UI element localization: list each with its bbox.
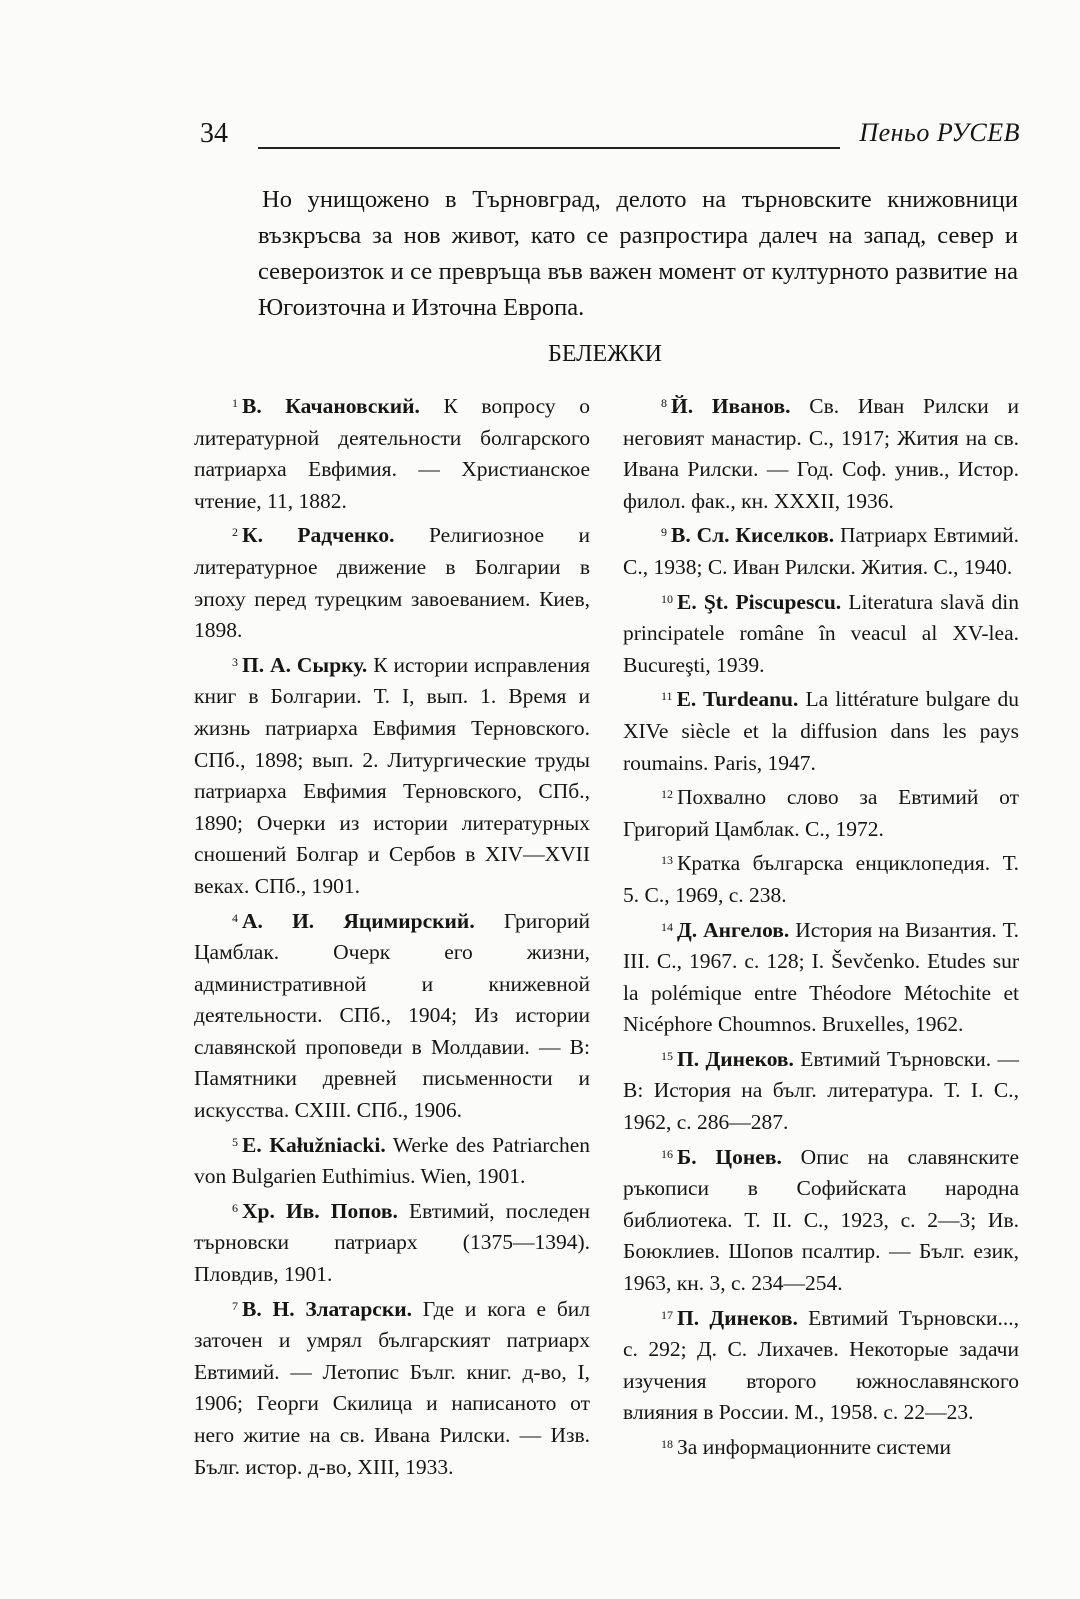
- notes-column-left: [194, 388, 590, 1483]
- footnote-number: 13: [661, 853, 673, 868]
- footnote-author: Д. Ангелов.: [677, 917, 790, 942]
- footnote-author: П. А. Сырку.: [242, 652, 368, 677]
- footnote-number: 10: [661, 591, 673, 606]
- footnote: [623, 845, 1019, 911]
- footnote-text: К истории исправления книг в Болгарии. Т. I, вып. 1. Время и жизнь патриарха Евфимия Терновского. СПб., 1898; вып. 2. Литургические труды патриарха Евфимия Терновского, СПб., 1890; Очерки из истории литературных сношений Болгар и Сербов в XIV—XVII веках. СПб., 1901.: [194, 652, 590, 898]
- footnote-number: 12: [661, 787, 673, 802]
- footnote-text: За информационните системи: [677, 1435, 952, 1459]
- footnote-number: 7: [232, 1298, 238, 1313]
- footnote-number: 17: [661, 1307, 673, 1322]
- footnote-number: 2: [232, 525, 238, 540]
- footnote-text: Св. Иван Рилски и неговият манастир. С., 1917; Жития на св. Ивана Рилски. — Год. Соф. унив., Истор. филол. фак., кн. XXXII, 1936.: [623, 394, 1019, 513]
- footnote-author: E. Şt. Piscupescu.: [677, 589, 842, 614]
- footnote-author: П. Динеков.: [677, 1305, 798, 1330]
- footnote-text: Werke des Patriarchen von Bulgarien Euthimius. Wien, 1901.: [194, 1132, 590, 1189]
- footnote-number: 14: [661, 919, 673, 934]
- footnote-text: К вопросу о литературной деятельности болгарского патриарха Евфимия. — Христианское чтение, 11, 1882.: [194, 394, 590, 513]
- footnote: [194, 903, 590, 1127]
- footnote-author: Й. Иванов.: [671, 394, 791, 418]
- footnote: [623, 584, 1019, 682]
- footnote-text: La littérature bulgare du XIVe siècle et la diffusion dans les pays roumains. Paris, 1947.: [623, 687, 1020, 775]
- footnote-number: 16: [661, 1146, 673, 1161]
- footnote: [623, 388, 1019, 517]
- footnote-text: Патриарх Евтимий. С., 1938; С. Иван Рилски. Жития. С., 1940.: [623, 523, 1019, 579]
- notes-heading: БЕЛЕЖКИ: [548, 341, 662, 367]
- footnote: [194, 647, 590, 903]
- footnote-number: 1: [232, 396, 238, 410]
- running-author: Пеньо РУСЕВ: [859, 118, 1020, 147]
- footnote-number: 3: [232, 654, 238, 669]
- footnote: [623, 1041, 1019, 1139]
- footnote-author: П. Динеков.: [677, 1046, 794, 1071]
- footnote-text: Кратка българска енциклопедия. Т. 5. С., 1969, с. 238.: [623, 851, 1019, 907]
- header-rule: [258, 147, 840, 149]
- intro-paragraph: Но унищожено в Търновград, делото на търновските книжовници възкръсва за нов живот, като се разпростира далеч на запад, север и североизток и се превръща във важен момент от културното развитие на Югоизточна и Източна Европа.: [258, 186, 1018, 321]
- footnote: [194, 1127, 590, 1193]
- footnote-text: Религиозное и литературное движение в Болгарии в эпоху перед турецким завоеванием. Киев, 1898.: [194, 523, 590, 643]
- footnote-author: В. Н. Златарски.: [242, 1296, 412, 1321]
- footnote-author: К. Радченко.: [242, 523, 395, 548]
- footnote: [194, 1291, 590, 1484]
- footnote-author: E. Turdeanu.: [676, 687, 799, 712]
- footnote-number: 11: [661, 689, 673, 704]
- footnote-text: Опис на славянските ръкописи в Софийската народна библиотека. Т. II. С., 1923, с. 2—3; Ив. Боюклиев. Шопов псалтир. — Бълг. език, 1963, кн. 3, с. 234—254.: [623, 1144, 1019, 1296]
- footnote-author: E. Kałužniacki.: [242, 1132, 386, 1157]
- footnote-text: Евтимий Търновски..., с. 292; Д. С. Лихачев. Некоторые задачи изучения второго южнославянского влияния в России. М., 1958. с. 22—23.: [623, 1305, 1019, 1425]
- footnote-author: В. Сл. Киселков.: [671, 523, 835, 548]
- footnote-text: Евтимий, последен търновски патриарх (1375—1394). Пловдив, 1901.: [194, 1198, 590, 1287]
- footnote-number: 8: [661, 396, 667, 410]
- page-header: [200, 118, 1020, 158]
- footnote-author: Хр. Ив. Попов.: [242, 1198, 398, 1223]
- footnote-author: В. Качановский.: [242, 394, 420, 418]
- footnote-number: 9: [661, 525, 667, 540]
- footnote-text: Похвално слово за Евтимий от Григорий Цамблак. С., 1972.: [623, 785, 1019, 841]
- footnote-number: 18: [661, 1437, 673, 1451]
- footnote-text: Григорий Цамблак. Очерк его жизни, административной и книжевной деятельности. СПб., 1904; Из истории славянской проповеди в Молдавии. — В: Памятники древней письменности и искусства. CXIII. СПб., 1906.: [194, 908, 590, 1123]
- footnote: [623, 517, 1019, 583]
- page-number: 34: [200, 118, 228, 149]
- footnote: [623, 1139, 1019, 1300]
- footnote: [623, 1429, 1019, 1464]
- footnote-text: История на Византия. Т. III. С., 1967. с. 128; I. Ševčenko. Etudes sur la polémique entre Théodore Métochite et Nicéphore Choumnos. Bruxelles, 1962.: [623, 917, 1019, 1037]
- footnote-number: 4: [232, 910, 238, 925]
- footnote: [623, 1300, 1019, 1429]
- footnote-text: Где и кога е бил заточен и умрял българският патриарх Евтимий. — Летопис Бълг. книг. д-во, I, 1906; Георги Скилица и написаното от него житие на св. Ивана Рилски. — Изв. Бълг. истор. д-во, XIII, 1933.: [194, 1296, 591, 1479]
- footnote: [194, 1193, 590, 1291]
- footnote-text: Literatura slavă din principatele române în veacul al XV-lea. Bucureşti, 1939.: [623, 589, 1019, 677]
- footnote: [623, 681, 1019, 779]
- footnote-text: Евтимий Търновски. — В: История на бълг. литература. Т. I. С., 1962, с. 286—287.: [623, 1046, 1019, 1135]
- footnote: [623, 779, 1019, 845]
- footnote-number: 5: [232, 1134, 238, 1149]
- footnote: [194, 388, 590, 517]
- footnote: [194, 517, 590, 646]
- footnote: [623, 912, 1019, 1041]
- footnote-author: А. И. Яцимирский.: [242, 908, 475, 933]
- notes-column-right: [623, 388, 1019, 1464]
- footnote-number: 15: [661, 1048, 673, 1063]
- footnote-number: 6: [232, 1200, 238, 1215]
- footnote-author: Б. Цонев.: [677, 1144, 782, 1169]
